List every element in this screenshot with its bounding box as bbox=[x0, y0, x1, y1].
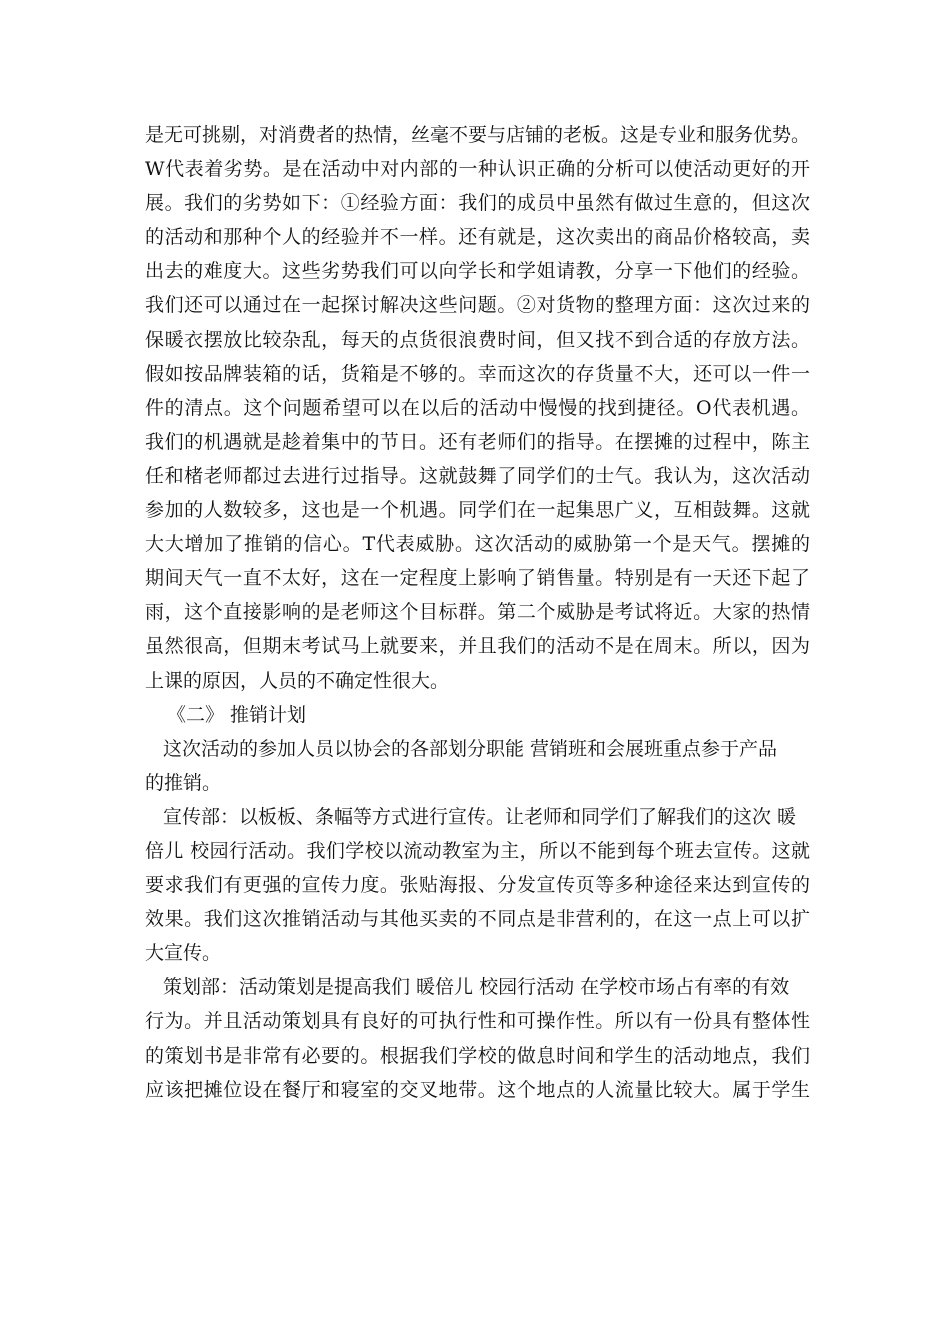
paragraph-line: 虽然很高，但期末考试马上就要来，并且我们的活动不是在周末。所以，因为 bbox=[145, 635, 810, 658]
paragraph-line: 展。我们的劣势如下：①经验方面：我们的成员中虽然有做过生意的，但这次 bbox=[145, 192, 810, 215]
paragraph-line: 的策划书是非常有必要的。根据我们学校的做息时间和学生的活动地点，我们 bbox=[145, 1044, 810, 1067]
paragraph-line: 保暖衣摆放比较杂乱，每天的点货很浪费时间，但又找不到合适的存放方法。 bbox=[145, 328, 810, 351]
paragraph-line: 的推销。 bbox=[145, 771, 222, 794]
paragraph-line: 的活动和那种个人的经验并不一样。还有就是，这次卖出的商品价格较高，卖 bbox=[145, 226, 810, 249]
paragraph-line: 《二》 推销计划 bbox=[167, 703, 307, 726]
paragraph-line: W代表着劣势。是在活动中对内部的一种认识正确的分析可以使活动更好的开 bbox=[145, 158, 810, 181]
paragraph-line: 任和楮老师都过去进行过指导。这就鼓舞了同学们的士气。我认为，这次活动 bbox=[145, 464, 810, 487]
paragraph-line: 我们还可以通过在一起探讨解决这些问题。②对货物的整理方面：这次过来的 bbox=[145, 294, 810, 317]
paragraph-line: 策划部：活动策划是提高我们 暖倍儿 校园行活动 在学校市场占有率的有效 bbox=[163, 976, 790, 999]
paragraph-line: 我们的机遇就是趁着集中的节日。还有老师们的指导。在摆摊的过程中，陈主 bbox=[145, 430, 810, 453]
paragraph-line: 倍儿 校园行活动。我们学校以流动教室为主，所以不能到每个班去宣传。这就 bbox=[145, 839, 810, 862]
paragraph-line: 参加的人数较多，这也是一个机遇。同学们在一起集思广义，互相鼓舞。这就 bbox=[145, 499, 810, 522]
paragraph-line: 大大增加了推销的信心。T代表威胁。这次活动的威胁第一个是天气。摆摊的 bbox=[145, 533, 810, 556]
paragraph-line: 上课的原因，人员的不确定性很大。 bbox=[145, 669, 450, 692]
paragraph-line: 件的清点。这个问题希望可以在以后的活动中慢慢的找到捷径。O代表机遇。 bbox=[145, 396, 810, 419]
paragraph-line: 宣传部：以板板、条幅等方式进行宣传。让老师和同学们了解我们的这次 暖 bbox=[163, 805, 797, 828]
paragraph-line: 这次活动的参加人员以协会的各部划分职能 营销班和会展班重点参于产品 bbox=[163, 737, 778, 760]
paragraph-line: 雨，这个直接影响的是老师这个目标群。第二个威胁是考试将近。大家的热情 bbox=[145, 601, 810, 624]
paragraph-line: 是无可挑剔，对消费者的热情，丝毫不要与店铺的老板。这是专业和服务优势。 bbox=[145, 124, 810, 146]
paragraph-line: 行为。并且活动策划具有良好的可执行性和可操作性。所以有一份具有整体性 bbox=[145, 1010, 810, 1033]
paragraph-line: 应该把摊位设在餐厅和寝室的交叉地带。这个地点的人流量比较大。属于学生 bbox=[145, 1078, 810, 1101]
paragraph-line: 期间天气一直不太好，这在一定程度上影响了销售量。特别是有一天还下起了 bbox=[145, 567, 810, 590]
paragraph-line: 大宣传。 bbox=[145, 942, 222, 965]
document-body bbox=[145, 118, 810, 1107]
paragraph-line: 效果。我们这次推销活动与其他买卖的不同点是非营利的，在这一点上可以扩 bbox=[145, 908, 810, 931]
paragraph-line: 出去的难度大。这些劣势我们可以向学长和学姐请教，分享一下他们的经验。 bbox=[145, 260, 810, 283]
paragraph-line: 要求我们有更强的宣传力度。张贴海报、分发宣传页等多种途径来达到宣传的 bbox=[145, 874, 810, 897]
paragraph-line: 假如按品牌装箱的话，货箱是不够的。幸而这次的存货量不大，还可以一件一 bbox=[145, 362, 810, 385]
